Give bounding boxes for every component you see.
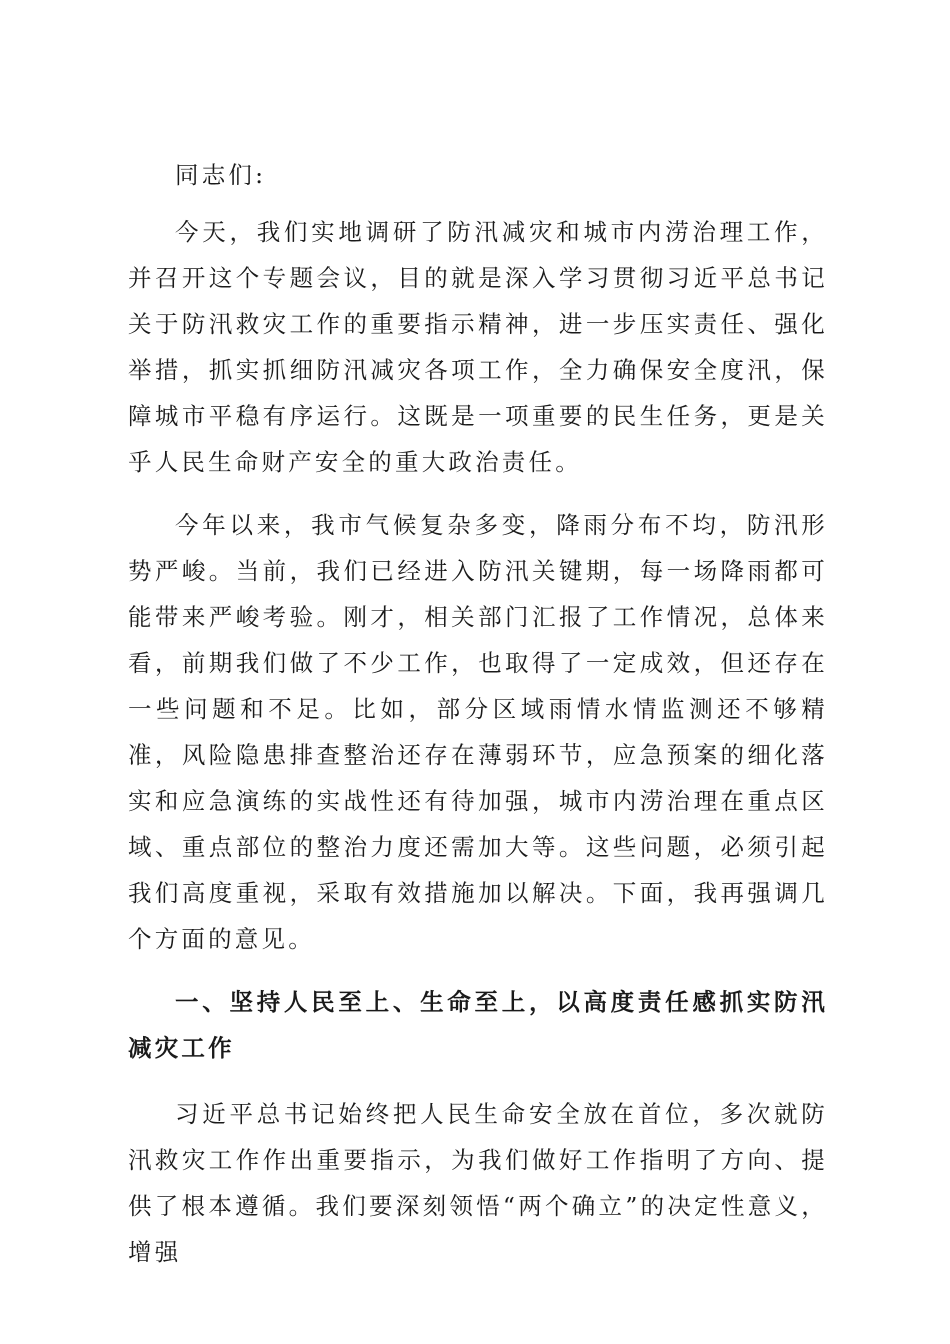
paragraph-intro: 今天，我们实地调研了防汛减灾和城市内涝治理工作，并召开这个专题会议，目的就是深入学习贯彻习近平总书记关于防汛救灾工作的重要指示精神，进一步压实责任、强化举措，抓实抓细防汛减灾各项工作，全力确保安全度汛，保障城市平稳有序运行。这既是一项重要的民生任务，更是关乎人民生命财产安全的重大政治责任。 [128, 218, 828, 476]
document-body [128, 152, 828, 1292]
paragraph-section-1: 习近平总书记始终把人民生命安全放在首位，多次就防汛救灾工作作出重要指示，为我们做好工作指明了方向、提供了根本遵循。我们要深刻领悟“两个确立”的决定性意义，增强 [128, 1100, 828, 1266]
paragraph-situation: 今年以来，我市气候复杂多变，降雨分布不均，防汛形势严峻。当前，我们已经进入防汛关键期，每一场降雨都可能带来严峻考验。刚才，相关部门汇报了工作情况，总体来看，前期我们做了不少工作，也取得了一定成效，但还存在一些问题和不足。比如，部分区域雨情水情监测还不够精准，风险隐患排查整治还存在薄弱环节，应急预案的细化落实和应急演练的实战性还有待加强，城市内涝治理在重点区域、重点部位的整治力度还需加大等。这些问题，必须引起我们高度重视，采取有效措施加以解决。下面，我再强调几个方面的意见。 [128, 511, 828, 953]
salutation: 同志们: [175, 161, 267, 189]
section-heading-1: 一、坚持人民至上、生命至上，以高度责任感抓实防汛减灾工作 [128, 988, 828, 1062]
